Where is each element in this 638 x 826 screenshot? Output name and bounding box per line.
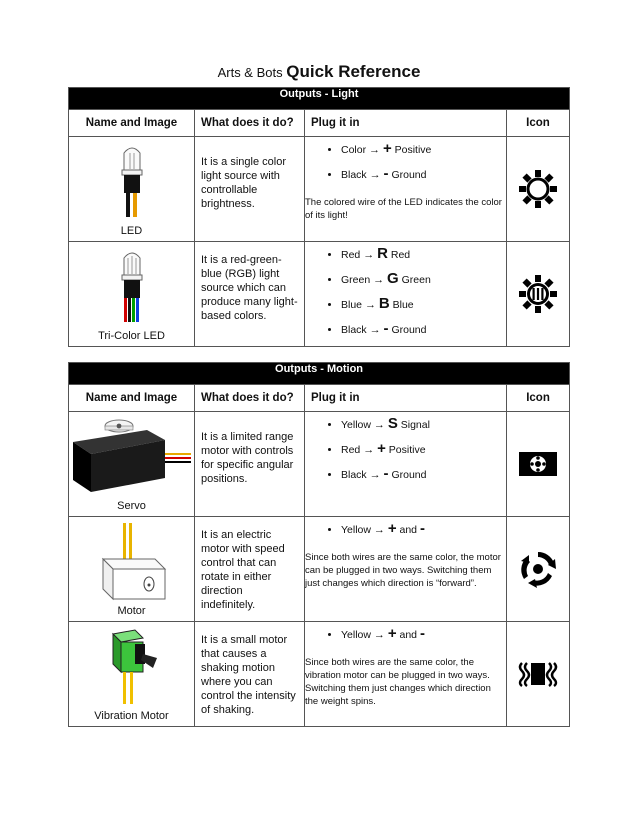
tri-plug-cell bbox=[305, 242, 507, 347]
col-icon: Icon bbox=[507, 385, 570, 412]
servo-plug-cell bbox=[305, 412, 507, 517]
light-outputs-table bbox=[68, 87, 570, 347]
motor-illustration bbox=[69, 519, 195, 601]
tri-image-cell bbox=[69, 242, 195, 347]
tri-icon-cell bbox=[507, 242, 570, 347]
sun-icon bbox=[518, 169, 558, 209]
servo-desc: It is a limited range motor with controls for specific angular positions. bbox=[201, 431, 294, 485]
rotation-icon bbox=[518, 549, 558, 589]
tri-desc: It is a red-green-blue (RGB) light source which can produce many light-based colors. bbox=[201, 254, 298, 322]
table-row bbox=[69, 137, 570, 242]
servo-image-cell bbox=[69, 412, 195, 517]
table-row bbox=[69, 412, 570, 517]
vibe-plug-list bbox=[305, 622, 506, 647]
title-main: Quick Reference bbox=[286, 62, 421, 81]
list-item: • Yellow → S Signal bbox=[341, 412, 506, 437]
led-illustration bbox=[69, 139, 195, 221]
tri-name: Tri-Color LED bbox=[98, 330, 165, 342]
list-item: • Black → - Ground bbox=[341, 162, 506, 187]
servo-plug-list bbox=[305, 412, 506, 487]
col-icon: Icon bbox=[507, 110, 570, 137]
motor-plug-cell bbox=[305, 517, 507, 622]
led-plug-list bbox=[305, 137, 506, 187]
motor-note: Since both wires are the same color, the motor can be plugged in two ways. Switching them just changes which direction is “forward”. bbox=[305, 552, 501, 589]
light-band: Outputs - Light bbox=[69, 88, 570, 110]
tri-plug-list bbox=[305, 242, 506, 342]
servo-desc-cell bbox=[195, 412, 305, 517]
list-item: • Green → G Green bbox=[341, 267, 506, 292]
list-item: • Red → R Red bbox=[341, 242, 506, 267]
motion-outputs-table bbox=[68, 362, 570, 727]
list-item: • Color → + Positive bbox=[341, 137, 506, 162]
led-image-cell bbox=[69, 137, 195, 242]
vibe-desc-cell bbox=[195, 622, 305, 727]
servo-illustration bbox=[69, 414, 195, 496]
col-name: Name and Image bbox=[69, 110, 195, 137]
servo-name: Servo bbox=[117, 500, 146, 512]
led-plug-cell bbox=[305, 137, 507, 242]
list-item: • Black → - Ground bbox=[341, 317, 506, 342]
led-name: LED bbox=[120, 225, 143, 237]
led-icon-cell bbox=[507, 137, 570, 242]
title-prefix: Arts & Bots bbox=[217, 65, 283, 80]
list-item: • Yellow → + and - bbox=[341, 517, 506, 542]
led-note: The colored wire of the LED indicates the color of its light! bbox=[305, 197, 502, 221]
tri-desc-cell bbox=[195, 242, 305, 347]
col-plug: Plug it in bbox=[305, 385, 507, 412]
motor-desc-cell bbox=[195, 517, 305, 622]
table-row bbox=[69, 242, 570, 347]
vibration-motor-illustration bbox=[69, 624, 195, 706]
col-does: What does it do? bbox=[195, 385, 305, 412]
table-row bbox=[69, 622, 570, 727]
table-row bbox=[69, 517, 570, 622]
servo-icon-cell bbox=[507, 412, 570, 517]
motor-image-cell bbox=[69, 517, 195, 622]
col-name: Name and Image bbox=[69, 385, 195, 412]
list-item: • Black → - Ground bbox=[341, 462, 506, 487]
vibe-name: Vibration Motor bbox=[94, 710, 169, 722]
motor-plug-list bbox=[305, 517, 506, 542]
vibe-image-cell bbox=[69, 622, 195, 727]
vibe-desc: It is a small motor that causes a shaking motion where you can control the intensity of shaking. bbox=[201, 634, 296, 716]
list-item: • Red → + Positive bbox=[341, 437, 506, 462]
vibe-icon-cell bbox=[507, 622, 570, 727]
page-title bbox=[0, 62, 638, 82]
led-desc: It is a single color light source with controllable brightness. bbox=[201, 156, 286, 210]
motor-desc: It is an electric motor with speed control that can rotate in either direction indefinitely. bbox=[201, 529, 285, 611]
col-does: What does it do? bbox=[195, 110, 305, 137]
servo-icon bbox=[518, 450, 558, 478]
list-item: • Blue → B Blue bbox=[341, 292, 506, 317]
motor-name: Motor bbox=[117, 605, 146, 617]
vibration-icon bbox=[518, 660, 558, 688]
vibe-plug-cell bbox=[305, 622, 507, 727]
list-item: • Yellow → + and - bbox=[341, 622, 506, 647]
motor-icon-cell bbox=[507, 517, 570, 622]
motion-band: Outputs - Motion bbox=[69, 363, 570, 385]
vibe-note: Since both wires are the same color, the vibration motor can be plugged in two ways. Switching them just changes which direction the weight spins. bbox=[305, 657, 491, 707]
rgb-sun-icon bbox=[518, 274, 558, 314]
tri-led-illustration bbox=[69, 244, 195, 326]
led-desc-cell bbox=[195, 137, 305, 242]
col-plug: Plug it in bbox=[305, 110, 507, 137]
